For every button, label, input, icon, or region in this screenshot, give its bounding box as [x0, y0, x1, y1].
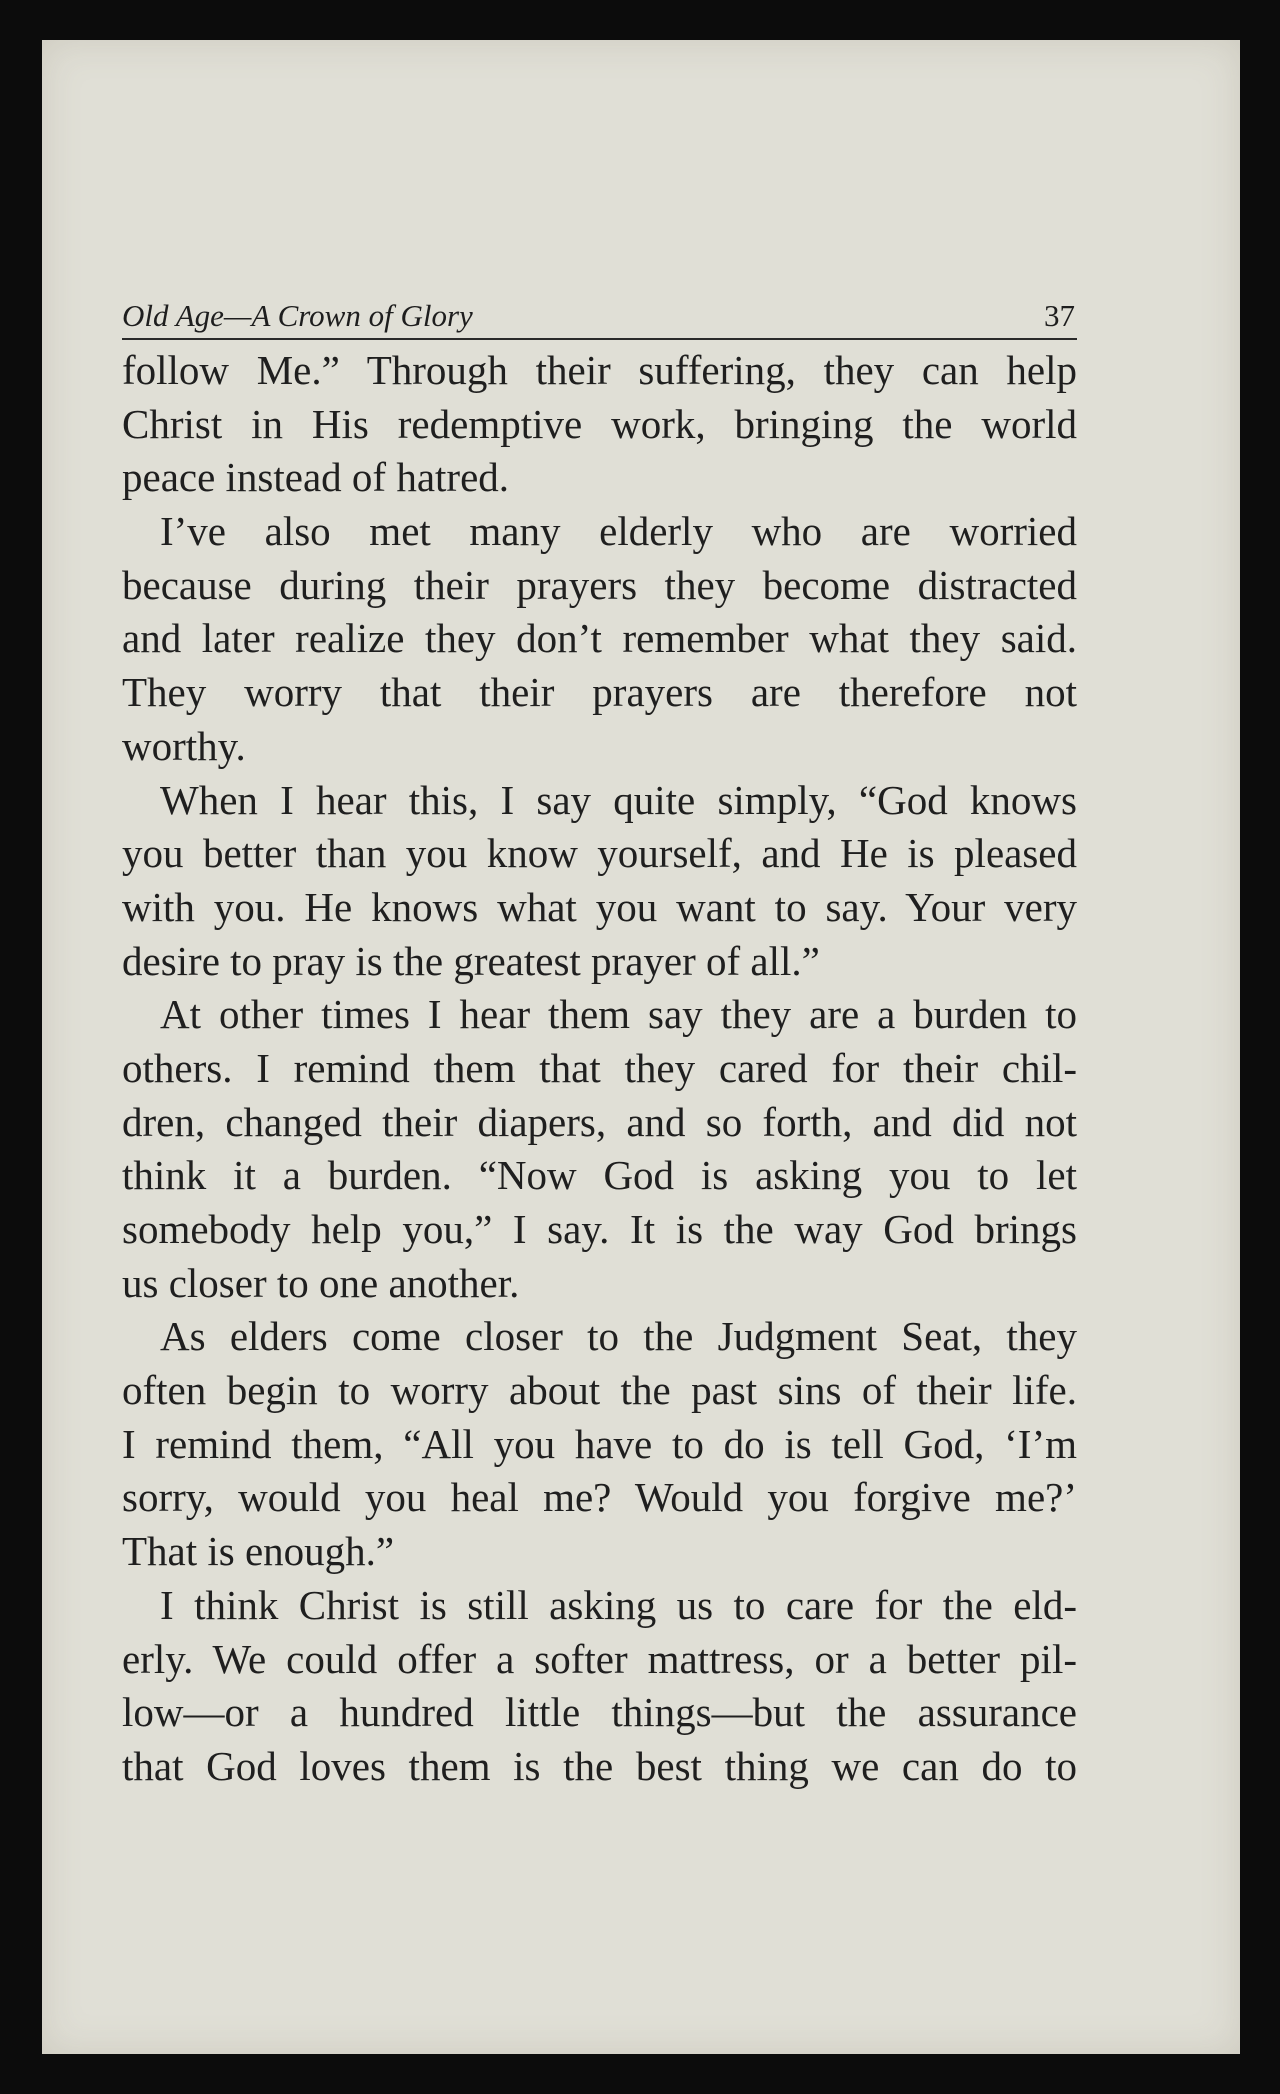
text-line: I’ve also met many elderly who are worried: [160, 508, 1077, 555]
text-line: They worry that their prayers are therefore not: [122, 669, 1077, 716]
text-line: I think Christ is still asking us to care for the eld-: [160, 1581, 1077, 1628]
text-line: When I hear this, I say quite simply, “God knows: [160, 776, 1077, 823]
text-line: think it a burden. “Now God is asking you to let: [122, 1152, 1077, 1199]
text-line: often begin to worry about the past sins of their life.: [122, 1367, 1077, 1414]
text-line: That is enough.”: [122, 1528, 395, 1575]
page-header: [122, 258, 1077, 340]
page-number: 37: [1044, 298, 1075, 333]
running-head: Old Age—A Crown of Glory: [122, 298, 473, 333]
text-line: As elders come closer to the Judgment Seat, they: [160, 1313, 1077, 1360]
text-line: that God loves them is the best thing we can do to: [122, 1742, 1077, 1789]
text-line: erly. We could offer a softer mattress, or a better pil-: [122, 1635, 1077, 1682]
text-line: others. I remind them that they cared for their chil-: [122, 1044, 1077, 1091]
book-page: [42, 40, 1240, 2054]
text-line: sorry, would you heal me? Would you forgive me?’: [122, 1474, 1077, 1521]
text-line: follow Me.” Through their suffering, they can help: [122, 347, 1077, 393]
text-line: because during their prayers they become distracted: [122, 561, 1077, 608]
text-line: us closer to one another.: [122, 1259, 520, 1306]
text-line: desire to pray is the greatest prayer of all.”: [122, 937, 820, 984]
text-line: somebody help you,” I say. It is the way God brings: [122, 1206, 1077, 1252]
text-line: Christ in His redemptive work, bringing the world: [122, 400, 1077, 447]
text-line: you better than you know yourself, and He is pleased: [122, 830, 1077, 877]
text-line: I remind them, “All you have to do is tell God, ‘I’m: [122, 1420, 1077, 1467]
text-line: peace instead of hatred.: [122, 454, 510, 501]
body-text: [122, 344, 1077, 1794]
text-line: worthy.: [122, 722, 246, 769]
text-line: and later realize they don’t remember what they said.: [122, 615, 1077, 662]
text-line: with you. He knows what you want to say. Your very: [122, 883, 1077, 930]
text-line: At other times I hear them say they are a burden to: [160, 991, 1077, 1038]
text-line: dren, changed their diapers, and so forth, and did not: [122, 1098, 1077, 1145]
text-line: low—or a hundred little things—but the assurance: [122, 1689, 1077, 1736]
